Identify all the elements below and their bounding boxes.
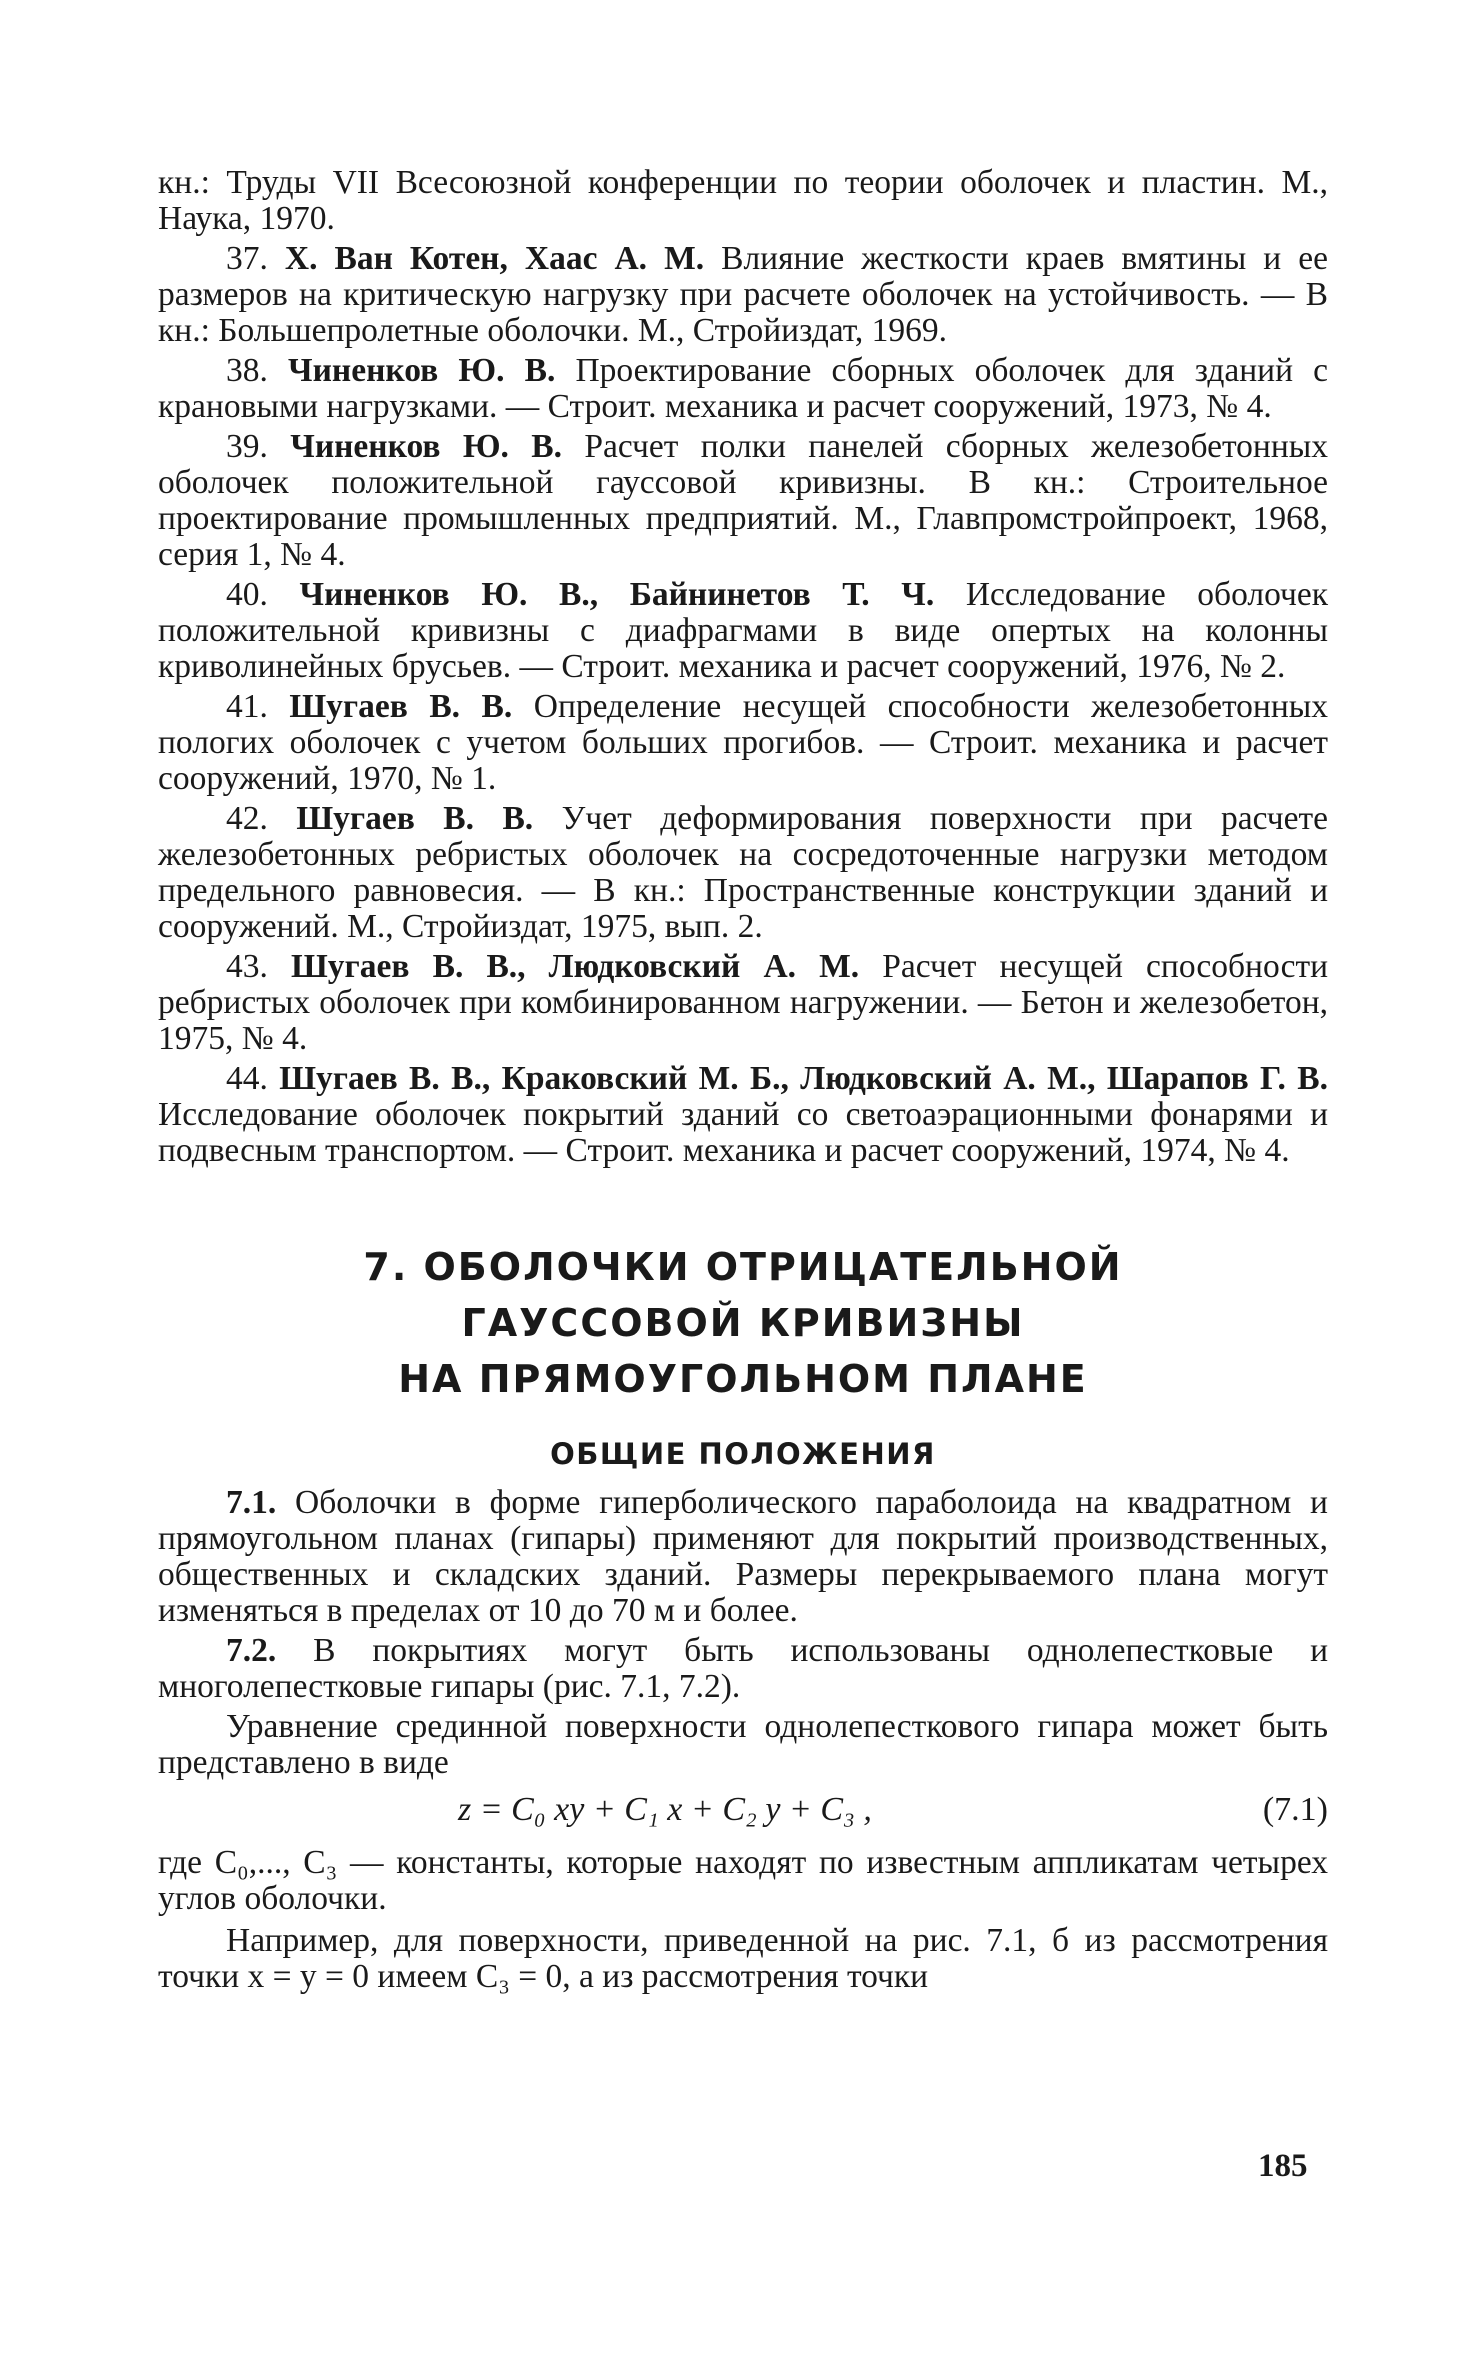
reference-authors: Шугаев В. В., Краковский М. Б., Людковский А. М., Шарапов Г. В. — [279, 1060, 1328, 1097]
reference-authors: Чиненков Ю. В. — [288, 352, 556, 389]
reference-authors: Чиненков Ю. В., Байнинетов Т. Ч. — [299, 576, 935, 613]
reference-authors: Шугаев В. В. — [289, 688, 513, 725]
reference-text: Определение несущей способности железобетонных пологих оболочек с учетом больших прогибов. — Строит. механика и расчет сооружений, 1970, № 1. — [158, 688, 1329, 797]
section-title: ОБЩИЕ ПОЛОЖЕНИЯ — [550, 1437, 936, 1471]
chapter-title-line: ГАУССОВОЙ КРИВИЗНЫ — [461, 1301, 1025, 1345]
paragraph-equation-intro — [158, 1709, 1328, 1781]
reference-authors: Х. Ван Котен, Хаас А. М. — [284, 240, 705, 277]
paragraph-example — [158, 1923, 1328, 1995]
reference-39 — [158, 429, 1328, 573]
reference-37 — [158, 241, 1328, 349]
reference-number: 39. — [226, 428, 268, 465]
explanation-text: где C₀,..., C₃ — константы, которые находят по известным аппликатам четырех углов оболочки. — [158, 1844, 1328, 1917]
reference-number: 37. — [226, 240, 268, 277]
reference-text: Расчет полки панелей сборных железобетонных оболочек положительной гауссовой кривизны. В кн.: Строительное проектирование промышленных предприятий. М., Главпромстройпроект, 1968, серия 1, № 4. — [158, 428, 1329, 573]
reference-43 — [158, 949, 1328, 1057]
reference-text: Проектирование сборных оболочек для зданий с крановыми нагрузками. — Строит. механика и расчет сооружений, 1973, № 4. — [158, 352, 1329, 425]
reference-44 — [158, 1061, 1328, 1169]
paragraph-7-2 — [158, 1633, 1328, 1705]
reference-authors: Чиненков Ю. В. — [290, 428, 562, 465]
reference-38 — [158, 353, 1328, 425]
paragraph-text: Например, для поверхности, приведенной на рис. 7.1, б из рассмотрения точки x = y = 0 имеем C₃ = 0, а из рассмотрения точки — [158, 1922, 1328, 1995]
reference-text: кн.: Труды VII Всесоюзной конференции по теории оболочек и пластин. М., Наука, 1970. — [158, 164, 1328, 237]
equation-explanation — [158, 1845, 1328, 1917]
chapter-title — [158, 1239, 1328, 1407]
equation-number: (7.1) — [1262, 1791, 1328, 1828]
reference-number: 41. — [226, 688, 268, 725]
equation-formula: z = C₀ xy + C₁ x + C₂ y + C₃ , — [458, 1791, 872, 1828]
reference-40 — [158, 577, 1328, 685]
reference-number: 43. — [226, 948, 268, 985]
reference-continuation — [158, 165, 1328, 237]
reference-text: Учет деформирования поверхности при расчете железобетонных ребристых оболочек на сосредоточенные нагрузки методом предельного равновесия. — В кн.: Пространственные конструкции зданий и сооружений. М., Стройиздат, 1975, вып. 2. — [158, 800, 1329, 945]
reference-text: Исследование оболочек покрытий зданий со светоаэрационными фонарями и подвесным транспортом. — Строит. механика и расчет сооружений, 1974, № 4. — [158, 1096, 1328, 1169]
reference-authors: Шугаев В. В., Людковский А. М. — [291, 948, 860, 985]
paragraph-text: Уравнение срединной поверхности однолепесткового гипара может быть представлено в виде — [158, 1708, 1328, 1781]
page-number: 185 — [1258, 2148, 1308, 2184]
reference-list — [158, 165, 1328, 1169]
paragraph-number: 7.2. — [226, 1632, 277, 1669]
page-body — [158, 165, 1328, 1999]
reference-42 — [158, 801, 1328, 945]
paragraph-7-1 — [158, 1485, 1328, 1629]
reference-authors: Шугаев В. В. — [296, 800, 534, 837]
equation-7-1 — [158, 1787, 1328, 1835]
chapter-title-line: НА ПРЯМОУГОЛЬНОМ ПЛАНЕ — [398, 1357, 1088, 1401]
chapter-title-line: 7. ОБОЛОЧКИ ОТРИЦАТЕЛЬНОЙ — [363, 1245, 1123, 1289]
paragraph-text: В покрытиях могут быть использованы однолепестковые и многолепестковые гипары (рис. 7.1, 7.2). — [158, 1632, 1328, 1705]
reference-number: 44. — [226, 1060, 268, 1097]
reference-text: Расчет несущей способности ребристых оболочек при комбинированном нагружении. — Бетон и железобетон, 1975, № 4. — [158, 948, 1329, 1057]
paragraph-text: Оболочки в форме гиперболического параболоида на квадратном и прямоугольном планах (гипары) применяют для покрытий производственных, общественных и складских зданий. Размеры перекрываемого плана могут изменяться в пределах от 10 до 70 м и более. — [158, 1484, 1328, 1629]
reference-number: 42. — [226, 800, 268, 837]
reference-41 — [158, 689, 1328, 797]
reference-number: 38. — [226, 352, 268, 389]
reference-text: Исследование оболочек положительной кривизны с диафрагмами в виде опертых на колонны криволинейных брусьев. — Строит. механика и расчет сооружений, 1976, № 2. — [158, 576, 1328, 685]
reference-number: 40. — [226, 576, 268, 613]
reference-text: Влияние жесткости краев вмятины и ее размеров на критическую нагрузку при расчете оболочек на устойчивость. — В кн.: Большепролетные оболочки. М., Стройиздат, 1969. — [158, 240, 1328, 349]
paragraph-number: 7.1. — [226, 1484, 277, 1521]
